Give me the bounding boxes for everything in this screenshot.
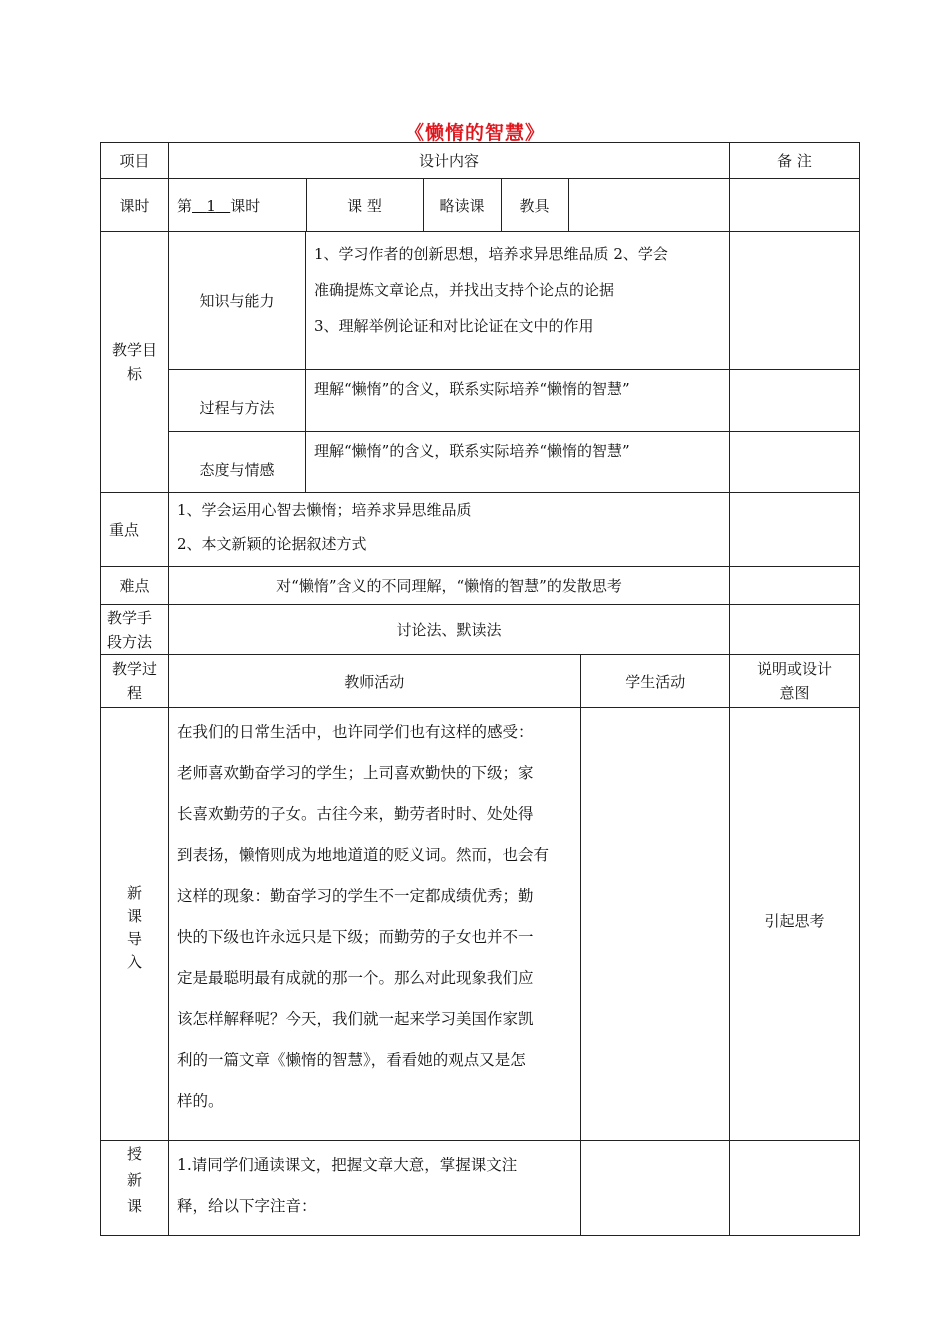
attitude-label: 态度与情感 <box>169 432 306 493</box>
student-activity-header: 学生活动 <box>580 655 730 707</box>
tools-label: 教具 <box>501 179 568 231</box>
header-row <box>101 143 860 179</box>
intro-student-activity <box>580 708 730 1140</box>
key-text: 1、学会运用心智去懒惰；培养求异思维品质 2、本文新颖的论据叙述方式 <box>169 493 730 567</box>
header-note: 备 注 <box>730 143 860 179</box>
design-intent-header: 说明或设计意图 <box>730 655 860 708</box>
goal-knowledge-row <box>101 232 860 370</box>
period-prefix: 第 <box>177 196 193 215</box>
header-item: 项目 <box>101 143 169 179</box>
process-header-label: 教学过程 <box>101 655 169 708</box>
methods-text: 讨论法、默读法 <box>169 605 730 655</box>
attitude-note <box>730 432 860 493</box>
methods-note <box>730 605 860 655</box>
key-note <box>730 493 860 567</box>
intro-teacher-text: 在我们的日常生活中，也许同学们也有这样的感受： 老师喜欢勤奋学习的学生；上司喜欢勤快的下级；家 长喜欢勤劳的子女。古往今来，勤劳者时时、处处得 到表扬，懒惰则成为地地道道的贬义词。然而，也会有 这样的现象：勤奋学习的学生不一定都成绩优秀；勤 快的下级也许永远只是下级；而勤劳的子女也并不一 定是最聪明最有成就的那一个。那么对此现象我们应 该怎样解释呢？今天，我们就一起来学习美国作家凯 利的一篇文章《懒惰的智慧》，看看她的观点又是怎 样的。 <box>169 708 580 1140</box>
intro-note: 引起思考 <box>730 708 860 1141</box>
period-note <box>730 179 860 232</box>
lesson-plan-table <box>100 142 860 1236</box>
new-lesson-student-activity <box>580 1141 730 1235</box>
type-label: 课 型 <box>306 179 423 231</box>
intro-row <box>101 708 860 1141</box>
process-label: 过程与方法 <box>169 370 306 432</box>
knowledge-text: 1、学习作者的创新思想，培养求异思维品质 2、学会 准确提炼文章论点，并找出支持个论点的论据 3、理解举例论证和对比论证在文中的作用 <box>306 232 730 370</box>
document-title: 《懒惰的智慧》 <box>404 122 545 144</box>
type-value: 略读课 <box>423 179 501 231</box>
attitude-text: 理解“懒惰”的含义，联系实际培养“懒惰的智慧” <box>306 432 730 493</box>
key-row <box>101 493 860 567</box>
new-lesson-row <box>101 1141 860 1236</box>
methods-row <box>101 605 860 655</box>
goal-process-row <box>101 370 860 432</box>
intro-label: 新 课 导 入 <box>101 708 169 1141</box>
knowledge-note <box>730 232 860 370</box>
period-label: 课时 <box>101 179 169 232</box>
header-content: 设计内容 <box>169 143 730 179</box>
teacher-activity-header: 教师活动 <box>169 655 580 707</box>
new-lesson-teacher-text: 1.请同学们通读课文，把握文章大意，掌握课文注 释，给以下字注音： <box>169 1141 580 1235</box>
new-lesson-note <box>730 1141 860 1236</box>
new-lesson-label: 授 新 课 <box>101 1141 169 1236</box>
difficulty-note <box>730 567 860 605</box>
goal-attitude-row <box>101 432 860 493</box>
process-note <box>730 370 860 432</box>
process-header-row <box>101 655 860 708</box>
difficulty-label: 难点 <box>101 567 169 605</box>
key-label: 重点 <box>101 493 169 567</box>
tools-value <box>568 179 729 231</box>
period-suffix: 课时 <box>230 196 261 215</box>
knowledge-label: 知识与能力 <box>169 232 306 370</box>
process-text: 理解“懒惰”的含义，联系实际培养“懒惰的智慧” <box>306 370 730 432</box>
period-row <box>101 179 860 232</box>
difficulty-text: 对“懒惰”含义的不同理解，“懒惰的智慧”的发散思考 <box>169 567 730 605</box>
methods-label: 教学手段方法 <box>101 605 169 655</box>
difficulty-row <box>101 567 860 605</box>
period-number: 1 <box>206 196 216 215</box>
period-number-cell <box>169 179 306 231</box>
goals-label: 教学目标 <box>101 232 169 493</box>
